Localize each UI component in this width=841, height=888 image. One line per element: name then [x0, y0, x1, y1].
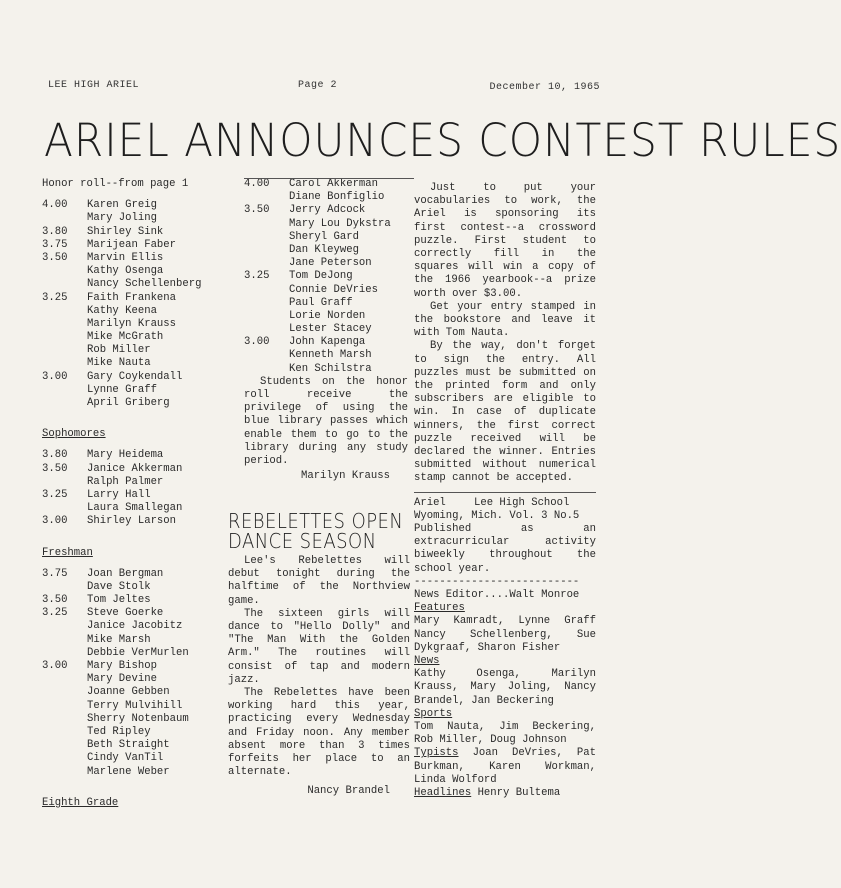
student-name: April Griberg — [87, 397, 170, 409]
gpa-value — [42, 739, 87, 752]
gpa-value — [42, 502, 87, 515]
gpa-value: 3.00 — [42, 515, 68, 528]
student-name: Lester Stacey — [289, 323, 372, 336]
freshman-list — [42, 568, 238, 779]
gpa-value — [244, 218, 289, 231]
honor-roll-row — [42, 449, 238, 462]
honor-roll-row — [244, 244, 408, 257]
student-name: Lynne Graff — [87, 383, 157, 396]
gpa-value: 3.80 — [42, 225, 68, 238]
student-name: Karen Greig — [87, 199, 157, 212]
student-name: Mary Lou Dykstra — [289, 217, 391, 230]
gpa-value: 3.50 — [42, 594, 68, 607]
contest-paragraph: By the way, don't forget to sign the entry. All puzzles must be submitted on the printed form and only subscribers are eligible to win. In case of duplicate winners, the first correct puzzle received will be declared the winner. Entries submitted without numerical stamp cannot be accepted. — [414, 340, 596, 485]
contest-paragraph: Just to put your vocabularies to work, the Ariel is sponsoring its first contest--a crossword puzzle. First student to correctly fill in the squares will win a copy of the 1966 yearbook--a prize worth over $3.00. — [414, 182, 596, 300]
honor-roll-row — [42, 502, 238, 515]
student-name: Ralph Palmer — [87, 475, 164, 488]
gpa-value: 3.25 — [244, 270, 270, 283]
student-name: Mike McGrath — [87, 331, 164, 344]
news-editor: News Editor....Walt Monroe — [414, 589, 580, 602]
gpa-value — [42, 212, 87, 225]
student-name: Mary Bishop — [87, 660, 157, 672]
honor-roll-column — [42, 178, 238, 810]
gpa-value — [244, 231, 289, 244]
student-name: Diane Bonfiglio — [289, 191, 385, 204]
honor-roll-row — [244, 178, 408, 191]
gpa-value: 3.00 — [42, 370, 68, 383]
rebelettes-article — [228, 511, 410, 799]
gpa-value — [244, 349, 289, 362]
eighth-grade-list — [244, 178, 408, 376]
honor-roll-row — [244, 349, 408, 362]
gpa-value: 3.75 — [42, 238, 68, 251]
student-name: Marilyn Krauss — [87, 317, 177, 330]
sports-label: Sports — [414, 707, 453, 720]
masthead-school: Lee High School — [474, 496, 570, 509]
student-name: Joanne Gebben — [87, 686, 170, 699]
rebelettes-body — [228, 555, 410, 779]
gpa-value — [42, 686, 87, 699]
honor-roll-row — [42, 384, 238, 397]
masthead-line1 — [414, 497, 596, 510]
gpa-value — [42, 647, 87, 660]
gpa-value — [244, 244, 289, 257]
student-name: Mike Nauta — [87, 357, 151, 370]
honor-roll-row — [244, 310, 408, 323]
sophomores-heading: Sophomores — [42, 428, 106, 441]
headlines-staff — [414, 787, 596, 800]
honor-roll-byline: Marilyn Krauss — [300, 470, 390, 483]
gpa-value: 3.25 — [42, 607, 68, 620]
rebelettes-headline-line1: REBELETTES OPEN — [228, 509, 404, 533]
student-name: Jerry Adcock — [289, 204, 366, 217]
gpa-value — [42, 766, 87, 779]
rebelettes-paragraph: Lee's Rebelettes will debut tonight during the halftime of the Northview game. — [228, 555, 410, 607]
contest-column — [414, 182, 596, 800]
student-name: Ted Ripley — [87, 725, 151, 738]
honor-roll-row — [42, 344, 238, 357]
gpa-value — [244, 310, 289, 323]
honor-roll-row — [42, 265, 238, 278]
honor-roll-row — [42, 397, 238, 410]
masthead-ariel: Ariel — [414, 496, 446, 509]
features-staff: Mary Kamradt, Lynne Graff Nancy Schellenberg, Sue Dykgraaf, Sharon Fisher — [414, 615, 596, 654]
student-name: Joan Bergman — [87, 567, 164, 580]
gpa-value — [42, 713, 87, 726]
honor-roll-row — [42, 634, 238, 647]
honor-roll-row — [42, 752, 238, 765]
typists-label: Typists — [414, 747, 459, 760]
honor-roll-row — [42, 252, 238, 265]
gpa-value — [244, 363, 289, 376]
honor-roll-row — [42, 489, 238, 502]
sports-staff: Tom Nauta, Jim Beckering, Rob Miller, Doug Johnson — [414, 721, 596, 747]
honor-roll-row — [244, 270, 408, 283]
honor-roll-row — [244, 284, 408, 297]
gpa-value — [42, 305, 87, 318]
honor-roll-row — [42, 357, 238, 370]
rebelettes-paragraph: The Rebelettes have been working hard this year, practicing every Wednesday and Friday noon. Any member absent more than 3 times forfeits her place to an alternate. — [228, 687, 410, 779]
honor-roll-row — [42, 278, 238, 291]
honor-roll-row — [244, 204, 408, 217]
honor-roll-row — [42, 463, 238, 476]
honor-roll-row — [42, 686, 238, 699]
gpa-value: 3.50 — [42, 251, 68, 264]
gpa-value — [42, 476, 87, 489]
student-name: Connie DeVries — [289, 283, 379, 296]
masthead-location: Wyoming, Mich. Vol. 3 No.5 — [414, 509, 580, 522]
student-name: Marlene Weber — [87, 765, 170, 778]
honor-roll-row — [244, 257, 408, 270]
gpa-value — [244, 257, 289, 270]
honor-roll-row — [42, 607, 238, 620]
gpa-value: 4.00 — [244, 178, 270, 190]
student-name: Terry Mulvihill — [87, 699, 183, 712]
honor-roll-row — [244, 297, 408, 310]
gpa-value — [42, 620, 87, 633]
eighth-grade-heading: Eighth Grade — [42, 796, 119, 809]
student-name: Carol Akkerman — [289, 178, 379, 190]
honor-roll-row — [244, 323, 408, 336]
student-name: Steve Goerke — [87, 607, 164, 620]
contest-paragraph: Get your entry stamped in the bookstore and leave it with Tom Nauta. — [414, 300, 596, 340]
gpa-value — [42, 318, 87, 331]
student-name: Tom DeJong — [289, 270, 353, 283]
honor-roll-row — [42, 713, 238, 726]
student-name: Larry Hall — [87, 488, 151, 501]
honor-roll-row — [244, 218, 408, 231]
honor-roll-row — [42, 594, 238, 607]
masthead — [414, 492, 596, 801]
honor-roll-row — [42, 226, 238, 239]
student-name: Nancy Schellenberg — [87, 278, 202, 291]
student-name: Kathy Osenga — [87, 265, 164, 278]
honor-roll-row — [42, 700, 238, 713]
student-name: Shirley Sink — [87, 225, 164, 238]
honor-roll-row — [42, 305, 238, 318]
gpa-value — [42, 726, 87, 739]
gpa-value: 3.25 — [42, 488, 68, 501]
student-name: Laura Smallegan — [87, 502, 183, 515]
gpa-value — [42, 700, 87, 713]
typists-staff — [414, 747, 596, 787]
student-name: Janice Akkerman — [87, 462, 183, 475]
student-name: Jane Peterson — [289, 257, 372, 270]
features-label: Features — [414, 602, 465, 615]
gpa-value: 3.50 — [244, 204, 270, 217]
student-name: Beth Straight — [87, 739, 170, 752]
contest-article — [414, 182, 596, 486]
student-name: Cindy VanTil — [87, 752, 164, 765]
main-headline: ARIEL ANNOUNCES CONTEST RULES — [44, 114, 841, 167]
student-name: Marvin Ellis — [87, 251, 164, 264]
student-name: Rob Miller — [87, 344, 151, 357]
student-name: Kenneth Marsh — [289, 349, 372, 362]
gpa-value: 3.25 — [42, 291, 68, 304]
honor-roll-row — [42, 568, 238, 581]
honor-roll-closing: Students on the honor roll receive the privilege of using the blue library passes which enable them to go to the library during any study period. — [244, 375, 408, 468]
honor-roll-row — [42, 739, 238, 752]
honor-roll-row — [42, 515, 238, 528]
student-name: Debbie VerMurlen — [87, 646, 189, 659]
rebelettes-paragraph: The sixteen girls will dance to "Hello Dolly" and "The Man With the Golden Arm." The routines will consist of tap and modern jazz. — [228, 607, 410, 686]
news-staff: Kathy Osenga, Marilyn Krauss, Mary Joling, Nancy Brandel, Jan Beckering — [414, 668, 596, 707]
student-name: Tom Jeltes — [87, 594, 151, 607]
page-number: Page 2 — [298, 80, 338, 91]
honor-roll-row — [42, 581, 238, 594]
honor-roll-row — [42, 673, 238, 686]
honor-roll-row — [42, 292, 238, 305]
student-name: Sheryl Gard — [289, 230, 359, 243]
honor-roll-row — [42, 318, 238, 331]
rebelettes-byline: Nancy Brandel — [307, 785, 390, 798]
gpa-value — [42, 357, 87, 370]
issue-date: December 10, 1965 — [489, 82, 600, 93]
student-name: Mike Marsh — [87, 633, 151, 646]
student-name: Janice Jacobitz — [87, 620, 183, 633]
honor-roll-continued-column — [244, 178, 408, 483]
honor-roll-row — [42, 212, 238, 225]
masthead-published: Published as an extracurricular activity biweekly throughout the school year. — [414, 523, 596, 575]
student-name: Lorie Norden — [289, 309, 366, 322]
honor-roll-row — [42, 647, 238, 660]
honor-roll-row — [244, 336, 408, 349]
student-name: Ken Schilstra — [289, 362, 372, 375]
gpa-value — [42, 581, 87, 594]
gpa-value — [42, 344, 87, 357]
rebelettes-headline-line2: DANCE SEASON — [228, 529, 377, 553]
column-rule — [244, 178, 414, 179]
student-name: Dan Kleyweg — [289, 243, 359, 256]
honor-roll-row — [244, 191, 408, 204]
gpa-value: 3.00 — [244, 336, 270, 349]
gpa-value — [244, 323, 289, 336]
student-name: John Kapenga — [289, 336, 366, 349]
gpa-value — [42, 331, 87, 344]
sophomores-list — [42, 449, 238, 528]
headlines-label: Headlines — [414, 787, 472, 800]
gpa-value — [42, 278, 87, 291]
juniors-list — [42, 199, 238, 410]
masthead-divider: -------------------------- — [414, 575, 580, 588]
student-name: Faith Frankena — [87, 291, 177, 304]
gpa-value: 3.00 — [42, 660, 68, 672]
honor-roll-row — [42, 726, 238, 739]
gpa-value — [42, 265, 87, 278]
student-name: Gary Coykendall — [87, 370, 183, 383]
gpa-value — [244, 284, 289, 297]
gpa-value — [42, 752, 87, 765]
gpa-value — [42, 634, 87, 647]
student-name: Paul Graff — [289, 296, 353, 309]
gpa-value: 4.00 — [42, 199, 68, 212]
freshman-heading: Freshman — [42, 546, 93, 559]
student-name: Marijean Faber — [87, 238, 177, 251]
gpa-value: 3.80 — [42, 449, 68, 462]
student-name: Dave Stolk — [87, 580, 151, 593]
student-name: Mary Heidema — [87, 449, 164, 462]
honor-roll-row — [42, 199, 238, 212]
gpa-value — [42, 384, 87, 397]
honor-roll-row — [244, 231, 408, 244]
gpa-value: 3.75 — [42, 567, 68, 580]
paper-name: LEE HIGH ARIEL — [48, 80, 140, 91]
gpa-value — [244, 297, 289, 310]
student-name: Kathy Keena — [87, 304, 157, 317]
gpa-value — [42, 397, 87, 410]
gpa-value — [42, 673, 87, 686]
honor-roll-row — [42, 476, 238, 489]
honor-roll-row — [42, 766, 238, 779]
student-name: Shirley Larson — [87, 515, 177, 528]
gpa-value — [244, 191, 289, 204]
honor-roll-row — [42, 371, 238, 384]
news-label: News — [414, 655, 440, 668]
honor-roll-row — [42, 331, 238, 344]
student-name: Mary Joling — [87, 212, 157, 225]
honor-roll-row — [42, 239, 238, 252]
honor-roll-row — [244, 363, 408, 376]
headlines-names: Henry Bultema — [477, 787, 561, 800]
typists-names: Joan DeVries, Pat Burkman, Karen Workman, Linda Wolford — [414, 747, 597, 786]
student-name: Sherry Notenbaum — [87, 712, 189, 725]
gpa-value: 3.50 — [42, 462, 68, 475]
honor-roll-row — [42, 620, 238, 633]
honor-roll-row — [42, 660, 238, 673]
student-name: Mary Devine — [87, 673, 157, 686]
honor-roll-intro: Honor roll--from page 1 — [42, 178, 189, 190]
